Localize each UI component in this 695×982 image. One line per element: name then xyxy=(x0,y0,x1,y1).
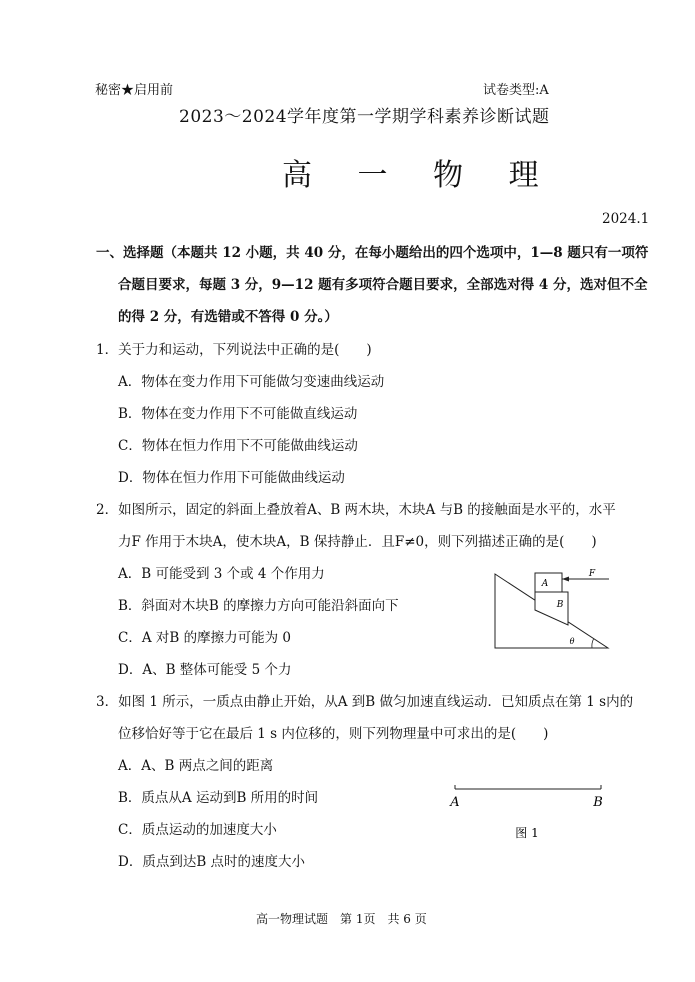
exam-title: 2023～2024学年度第一学期学科素养诊断试题 xyxy=(179,107,550,127)
q1-stem: 1．关于力和运动，下列说法中正确的是( ) xyxy=(96,342,372,358)
figure-caption: 图 1 xyxy=(515,826,539,840)
q3-option-d: D．质点到达B 点时的速度大小 xyxy=(118,854,306,870)
block-a xyxy=(535,573,562,592)
exam-type-label: 试卷类型:A xyxy=(483,83,549,98)
q2-option-c: C．A 对B 的摩擦力可能为 0 xyxy=(118,630,291,646)
q1-option-c: C．物体在恒力作用下不可能做曲线运动 xyxy=(118,438,358,454)
label-block-b: B xyxy=(556,600,564,610)
section-heading-line2: 合题目要求，每题 3 分，9—12 题有多项符合题目要求，全部选对得 4 分，选对但不全 xyxy=(118,277,648,293)
q3-stem-line1: 3．如图 1 所示，一质点由静止开始，从A 到B 做匀加速直线运动．已知质点在第 1 s内的 xyxy=(96,694,634,710)
q1-option-a: A．物体在变力作用下可能做匀变速曲线运动 xyxy=(118,374,385,390)
q2-stem-line2: 力F 作用于木块A，使木块A，B 保持静止．且F≠0，则下列描述正确的是( ) xyxy=(118,534,597,550)
label-block-a: A xyxy=(541,579,549,589)
q1-option-b: B．物体在变力作用下不可能做直线运动 xyxy=(118,406,358,422)
theta-arc xyxy=(592,639,594,648)
q2-option-d: D．A、B 整体可能受 5 个力 xyxy=(118,662,292,678)
q2-option-b: B．斜面对木块B 的摩擦力方向可能沿斜面向下 xyxy=(118,598,399,614)
section-heading-line3: 的得 2 分，有选错或不答得 0 分。） xyxy=(118,309,338,325)
label-theta: θ xyxy=(569,637,575,646)
page-footer: 高一物理试题 第 1页 共 6 页 xyxy=(256,912,427,926)
force-f-arrowhead xyxy=(562,577,569,582)
q3-option-c: C．质点运动的加速度大小 xyxy=(118,822,277,838)
q2-stem-line1: 2．如图所示，固定的斜面上叠放着A、B 两木块，木块A 与B 的接触面是水平的，水平 xyxy=(96,502,616,518)
q2-option-a: A．B 可能受到 3 个或 4 个作用力 xyxy=(118,566,325,582)
q2-incline-figure xyxy=(490,562,615,654)
q3-option-b: B．质点从A 运动到B 所用的时间 xyxy=(118,790,319,806)
q3-option-a: A．A、B 两点之间的距离 xyxy=(118,758,274,774)
label-point-b: B xyxy=(593,795,603,810)
q1-option-d: D．物体在恒力作用下可能做曲线运动 xyxy=(118,470,345,486)
section-heading-line1: 一、选择题（本题共 12 小题，共 40 分，在每小题给出的四个选项中，1—8 题只有一项符 xyxy=(96,245,649,261)
exam-date: 2024.1 xyxy=(602,211,650,227)
q3-stem-line2: 位移恰好等于它在最后 1 s 内位移的，则下列物理量中可求出的是( ) xyxy=(118,726,549,742)
page-title: 高 一 物 理 xyxy=(282,158,557,193)
q3-segment-figure xyxy=(445,780,615,845)
label-point-a: A xyxy=(450,795,460,810)
secret-label: 秘密★启用前 xyxy=(95,83,174,98)
label-force-f: F xyxy=(588,569,596,579)
